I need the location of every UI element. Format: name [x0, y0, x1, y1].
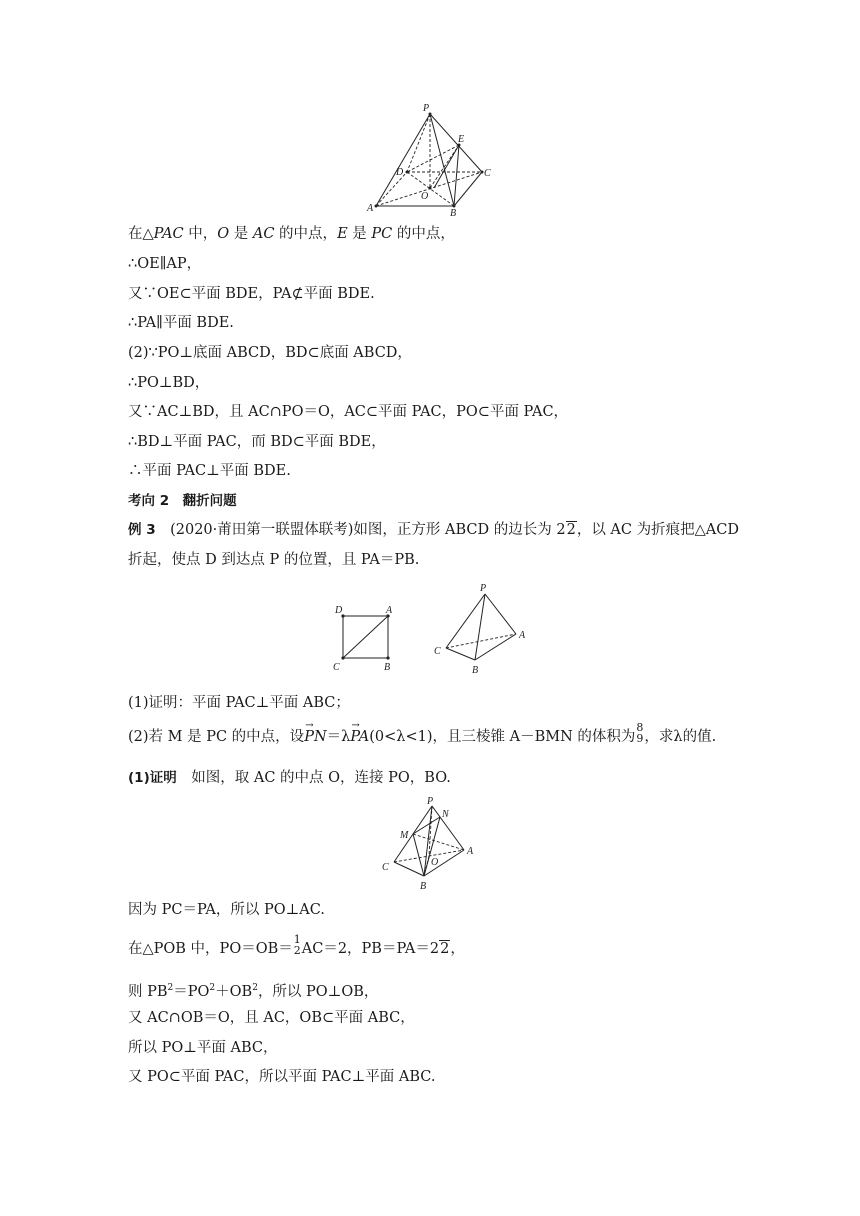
text-line-1: 在△PAC 中，O 是 AC 的中点，E 是 PC 的中点， [128, 226, 455, 242]
label-p: P [423, 103, 430, 114]
text-line-4: ∴PA∥平面 BDE. [128, 315, 234, 331]
label-a: A [386, 605, 393, 616]
label-o: O [431, 857, 439, 868]
label-c: C [333, 662, 340, 673]
label-n: N [442, 809, 449, 820]
proof-line-4: 又 AC∩OB＝O，且 AC，OB⊂平面 ABC， [128, 1010, 415, 1026]
figure-folded-pyramid [430, 580, 530, 678]
label-a: A [467, 846, 474, 857]
figure-square-abcd [326, 598, 398, 676]
label-b: B [384, 662, 391, 673]
proof-line-6: 又 PO⊂平面 PAC，所以平面 PAC⊥平面 ABC. [128, 1069, 436, 1085]
question-1: (1)证明：平面 PAC⊥平面 ABC； [128, 695, 350, 711]
proof-line-3: 则 $PB^2=PO^2+OB^2$，所以 PO⊥OB， [128, 983, 379, 1000]
label-d: D [396, 167, 404, 178]
text-line-9: ∴平面 PAC⊥平面 BDE. [128, 463, 291, 479]
example-3-line-1: 例 3 (2020·莆田第一联盟体联考)如图，正方形 ABCD 的边长为 22，以 AC 为折痕把△ACD [128, 522, 739, 538]
proof-heading: (1)证明 如图，取 AC 的中点 O，连接 PO，BO. [128, 770, 451, 786]
label-p: P [427, 796, 434, 807]
label-b: B [450, 208, 457, 218]
section-heading: 考向 2 翻折问题 [128, 493, 237, 509]
proof-line-2: 在△POB 中，PO＝OB＝ 1 2 AC＝2，PB＝PA＝22， [128, 933, 465, 957]
text-line-6: ∴PO⊥BD， [128, 375, 210, 391]
label-a: A [519, 630, 526, 641]
figure-pyramid-pabcd [360, 100, 500, 218]
label-e: E [458, 134, 465, 145]
label-c: C [382, 862, 389, 873]
question-2: (2)若 M 是 PC 的中点，设→ PN＝λ→ PA(0<λ<1)，且三棱锥 A－BMN 的体积为 8 9 ，求λ的值. [128, 727, 716, 747]
text-line-5: (2)∵PO⊥底面 ABCD，BD⊂底面 ABCD， [128, 345, 412, 361]
proof-line-1: 因为 PC＝PA，所以 PO⊥AC. [128, 902, 325, 918]
label-c: C [434, 646, 441, 657]
label-m: M [400, 830, 409, 841]
text-line-7: 又∵AC⊥BD，且 AC∩PO＝O，AC⊂平面 PAC，PO⊂平面 PAC， [128, 404, 569, 420]
figure-pyramid-mno [376, 794, 482, 894]
label-b: B [472, 665, 479, 676]
example-3-line-2: 折起，使点 D 到达点 P 的位置，且 PA＝PB. [128, 552, 420, 568]
label-p: P [480, 583, 487, 594]
label-a: A [367, 203, 374, 214]
text-line-8: ∴BD⊥平面 PAC，而 BD⊂平面 BDE， [128, 434, 386, 450]
text-line-2: ∴OE∥AP， [128, 256, 202, 272]
label-o: O [421, 191, 429, 202]
label-c: C [484, 168, 491, 179]
text-line-3: 又∵OE⊂平面 BDE，PA⊄平面 BDE. [128, 286, 375, 302]
label-b: B [420, 881, 427, 892]
proof-line-5: 所以 PO⊥平面 ABC， [128, 1040, 278, 1056]
label-d: D [335, 605, 343, 616]
